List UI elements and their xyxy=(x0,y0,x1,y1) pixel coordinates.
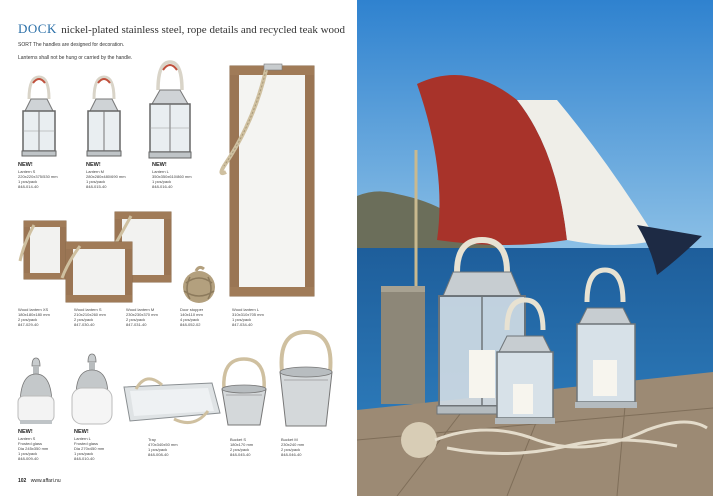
product-size: 140x110 mm xyxy=(180,312,203,317)
product-size: Dia 245x350 mm xyxy=(18,446,49,451)
website-url: www.affari.nu xyxy=(30,478,61,484)
product-name: Lantern M xyxy=(86,169,105,174)
product-size: 350x350x610/860 mm xyxy=(152,174,192,179)
product-size: 220x220x375/530 mm xyxy=(18,174,58,179)
new-badge: NEW! xyxy=(74,429,89,435)
product-code: 847-030-40 xyxy=(74,322,95,327)
product-pack: 2 pcs/pack xyxy=(230,447,250,452)
collection-warning: Lanterns shall not be hung or carried by the handle. xyxy=(18,55,133,61)
product-code: 848-008-40 xyxy=(148,452,169,457)
new-badge: NEW! xyxy=(18,429,33,435)
product-pack: 1 pcs/pack xyxy=(74,451,94,456)
spec-lantern-s xyxy=(18,163,58,189)
product-name: Lantern L xyxy=(74,436,91,441)
product-size: 210x210x260 mm xyxy=(74,312,106,317)
product-size: 230x240 mm xyxy=(281,442,305,447)
product-name: Lantern S xyxy=(18,169,36,174)
product-pack: 2 pcs/pack xyxy=(74,317,94,322)
wood-lantern-s-image xyxy=(60,238,136,306)
spec-wood-lantern-l xyxy=(232,307,264,327)
product-extra: Frosted glass xyxy=(74,441,99,446)
new-badge: NEW! xyxy=(18,162,33,168)
spec-door-stopper xyxy=(180,307,203,327)
product-name: Lantern L xyxy=(152,169,169,174)
product-name: Wood lantern S xyxy=(74,307,102,312)
product-name: Wood lantern XS xyxy=(18,307,49,312)
spec-lantern-m xyxy=(86,163,126,189)
collection-note: SORT The handles are designed for decoration. xyxy=(18,42,125,48)
product-size: 310x310x705 mm xyxy=(232,312,264,317)
product-code: 848-010-40 xyxy=(74,456,95,461)
spec-lantern-frosted-l xyxy=(74,430,104,461)
collection-description: nickel-plated stainless steel, rope details and recycled teak wood xyxy=(61,24,346,36)
product-pack: 1 pcs/pack xyxy=(18,451,38,456)
new-badge: NEW! xyxy=(152,162,167,168)
product-code: 847-029-40 xyxy=(18,322,39,327)
product-pack: 1 pcs/pack xyxy=(18,179,38,184)
product-size: 280x280x480/690 mm xyxy=(86,174,126,179)
product-pack: 1 pcs/pack xyxy=(148,447,168,452)
lantern-frosted-l-image xyxy=(68,352,116,428)
product-code: 847-034-40 xyxy=(232,322,253,327)
page-footer xyxy=(18,478,61,484)
product-name: Wood lantern M xyxy=(126,307,155,312)
product-pack: 1 pcs/pack xyxy=(232,317,252,322)
product-code: 848-014-40 xyxy=(18,184,39,189)
rope-knot xyxy=(401,422,437,458)
lantern-l-image xyxy=(146,58,194,160)
product-code: 848-046-40 xyxy=(281,452,302,457)
wooden-post xyxy=(381,286,425,404)
product-pack: 1 pcs/pack xyxy=(152,179,172,184)
lifestyle-photo xyxy=(357,0,713,496)
product-name: Door stopper xyxy=(180,307,204,312)
spec-bucket-s xyxy=(230,437,253,457)
product-size: 470x340x50 mm xyxy=(148,442,178,447)
tray-image xyxy=(116,373,224,427)
lantern-frosted-s-image xyxy=(14,356,58,428)
product-code: 848-016-40 xyxy=(152,184,173,189)
product-code: 847-031-40 xyxy=(126,322,147,327)
product-pack: 4 pcs/pack xyxy=(180,317,200,322)
product-pack: 1 pcs/pack xyxy=(86,179,106,184)
product-size: Dia 270x450 mm xyxy=(74,446,105,451)
spec-lantern-l xyxy=(152,163,192,189)
product-code: 848-045-40 xyxy=(230,452,251,457)
product-name: Lantern S xyxy=(18,436,36,441)
product-size: 230x230x370 mm xyxy=(126,312,158,317)
product-size: 180x180x180 mm xyxy=(18,312,50,317)
wood-lantern-l-image xyxy=(214,62,322,304)
product-name: Wood lantern L xyxy=(232,307,260,312)
lantern-s-image xyxy=(19,73,59,159)
collection-name: DOCK xyxy=(18,21,57,36)
bucket-s-image xyxy=(216,355,272,429)
product-pack: 2 pcs/pack xyxy=(281,447,301,452)
new-badge: NEW! xyxy=(86,162,101,168)
spec-wood-lantern-m xyxy=(126,307,158,327)
page-number: 102 xyxy=(18,478,27,484)
spec-lantern-frosted-s xyxy=(18,430,48,461)
product-name: Bucket M xyxy=(281,437,298,442)
product-name: Bucket S xyxy=(230,437,247,442)
product-extra: Frosted glass xyxy=(18,441,43,446)
spec-wood-lantern-s xyxy=(74,307,106,327)
product-code: 848-015-40 xyxy=(86,184,107,189)
door-stopper-image xyxy=(174,263,224,305)
product-code: 848-009-40 xyxy=(18,456,39,461)
spec-bucket-m xyxy=(281,437,304,457)
product-code: 848-052-02 xyxy=(180,322,201,327)
lantern-m-image xyxy=(84,73,124,159)
product-pack: 2 pcs/pack xyxy=(18,317,38,322)
harbor-scene xyxy=(357,0,713,496)
product-pack: 2 pcs/pack xyxy=(126,317,146,322)
spec-tray xyxy=(148,437,178,457)
bucket-m-image xyxy=(274,326,338,430)
product-size: 180x170 mm xyxy=(230,442,254,447)
product-name: Tray xyxy=(148,437,156,442)
spec-wood-lantern-xs xyxy=(18,307,50,327)
